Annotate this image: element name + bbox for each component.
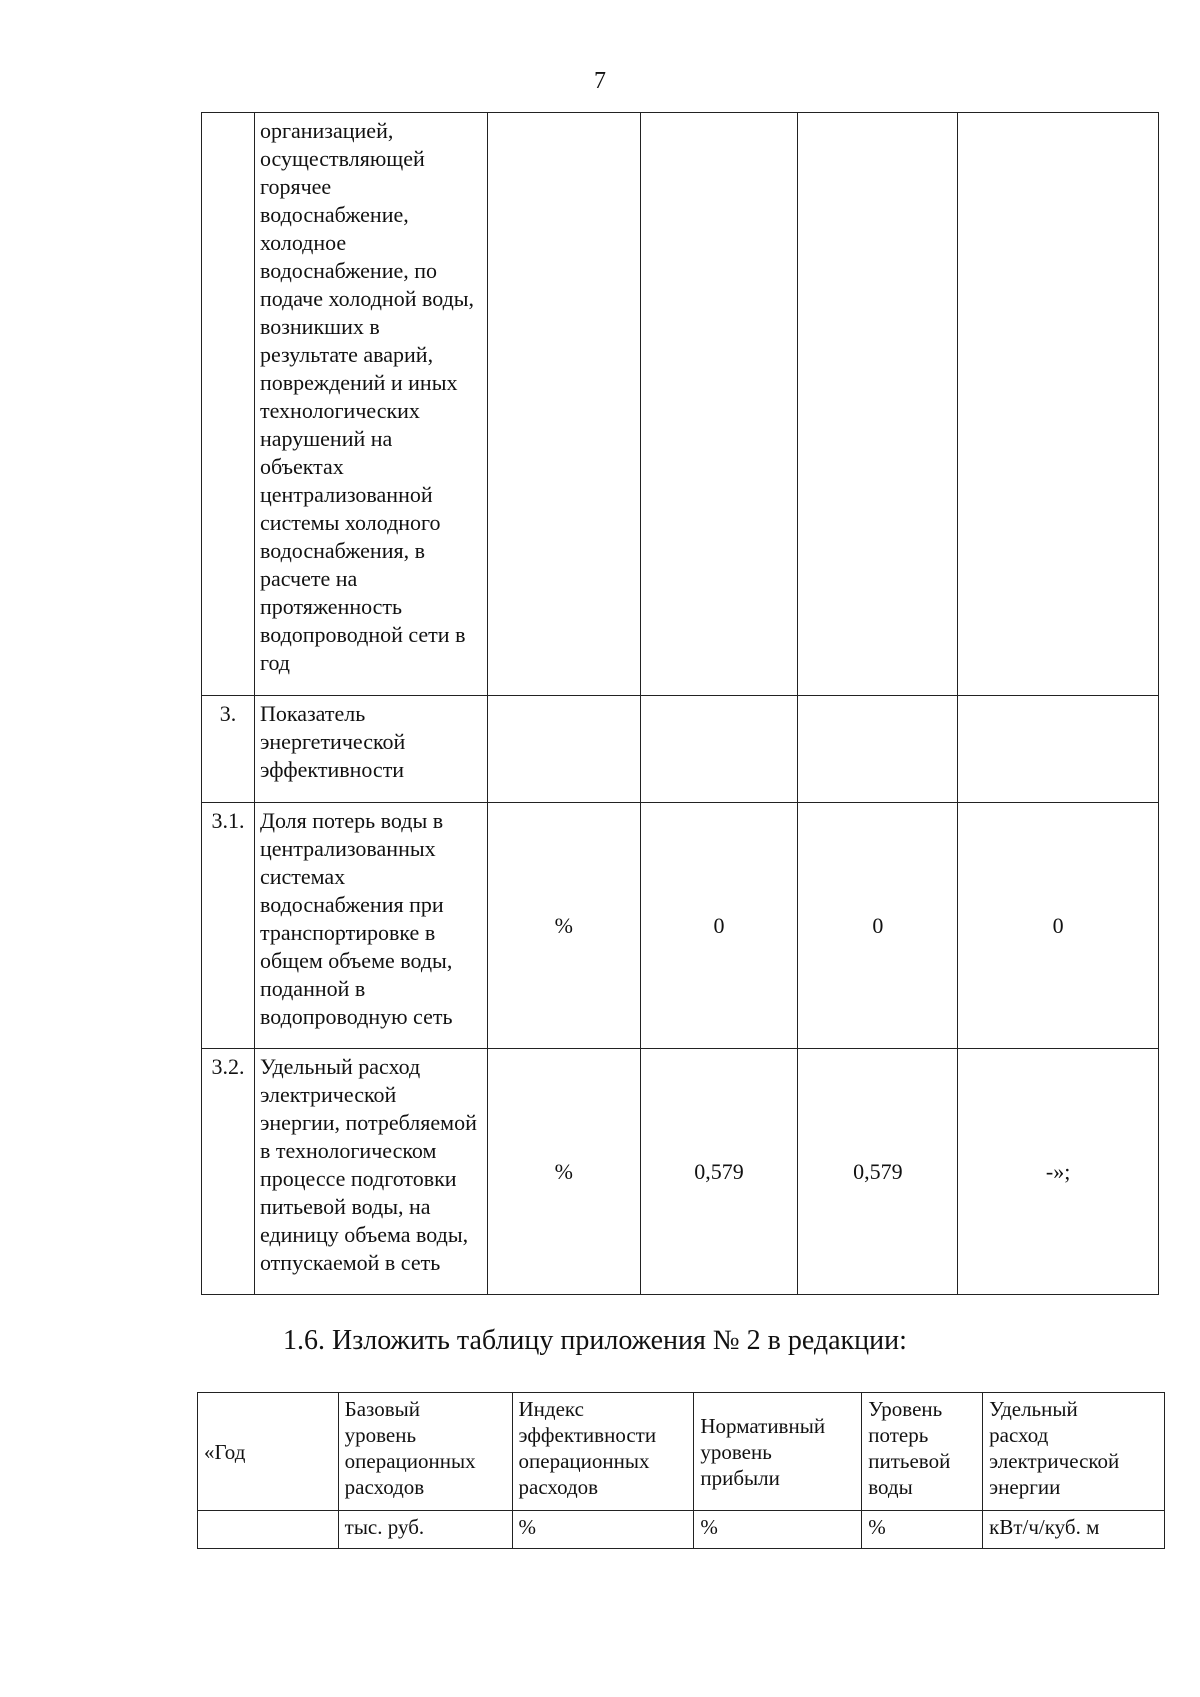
table-row: [202, 1049, 1159, 1295]
header-row: [198, 1393, 1165, 1511]
unit-cell: [487, 113, 640, 696]
header-normative-profit: Нормативный уровень прибыли: [694, 1393, 862, 1511]
header-energy-consumption: Удельный расход электрической энергии: [983, 1393, 1165, 1511]
indicator-name: Показатель энергетической эффективности: [254, 696, 487, 803]
indicator-name: организацией, осуществляющей горячее водоснабжение, холодное водоснабжение, по подаче холодной воды, возникших в результате аварий, повреждений и иных технологических нарушений на объектах централизованной системы холодного водоснабжения, в расчете на протяженность водопроводной сети в год: [254, 113, 487, 696]
header-efficiency-index: Индекс эффективности операционных расходов: [512, 1393, 694, 1511]
value-cell: [958, 696, 1159, 803]
value-cell: [640, 113, 798, 696]
section-heading: 1.6. Изложить таблицу приложения № 2 в редакции:: [283, 1325, 907, 1356]
value-cell: [958, 113, 1159, 696]
row-number: 3.1.: [202, 803, 255, 1049]
indicator-name: Доля потерь воды в централизованных системах водоснабжения при транспортировке в общем объеме воды, поданной в водопроводную сеть: [254, 803, 487, 1049]
value-cell: 0: [640, 803, 798, 1049]
indicators-table: [201, 112, 1159, 1295]
header-base-opex: Базовый уровень операционных расходов: [338, 1393, 512, 1511]
value-cell: [798, 696, 958, 803]
value-cell: [640, 696, 798, 803]
unit-cell: %: [694, 1511, 862, 1549]
units-row: [198, 1511, 1165, 1549]
unit-cell: %: [487, 803, 640, 1049]
unit-cell: %: [487, 1049, 640, 1295]
value-cell: 0: [958, 803, 1159, 1049]
unit-cell: %: [862, 1511, 983, 1549]
header-water-loss: Уровень потерь питьевой воды: [862, 1393, 983, 1511]
value-cell: 0,579: [640, 1049, 798, 1295]
table-row: [202, 803, 1159, 1049]
value-cell: [798, 113, 958, 696]
table-row: [202, 113, 1159, 696]
unit-cell: [198, 1511, 339, 1549]
row-number: [202, 113, 255, 696]
row-number: 3.: [202, 696, 255, 803]
table-row: [202, 696, 1159, 803]
appendix-2-table: [197, 1392, 1165, 1549]
unit-cell: [487, 696, 640, 803]
header-year: «Год: [198, 1393, 339, 1511]
value-cell: -»;: [958, 1049, 1159, 1295]
unit-cell: кВт/ч/куб. м: [983, 1511, 1165, 1549]
page-number: 7: [594, 68, 606, 94]
value-cell: 0: [798, 803, 958, 1049]
row-number: 3.2.: [202, 1049, 255, 1295]
value-cell: 0,579: [798, 1049, 958, 1295]
unit-cell: %: [512, 1511, 694, 1549]
unit-cell: тыс. руб.: [338, 1511, 512, 1549]
indicator-name: Удельный расход электрической энергии, потребляемой в технологическом процессе подготовки питьевой воды, на единицу объема воды, отпускаемой в сеть: [254, 1049, 487, 1295]
